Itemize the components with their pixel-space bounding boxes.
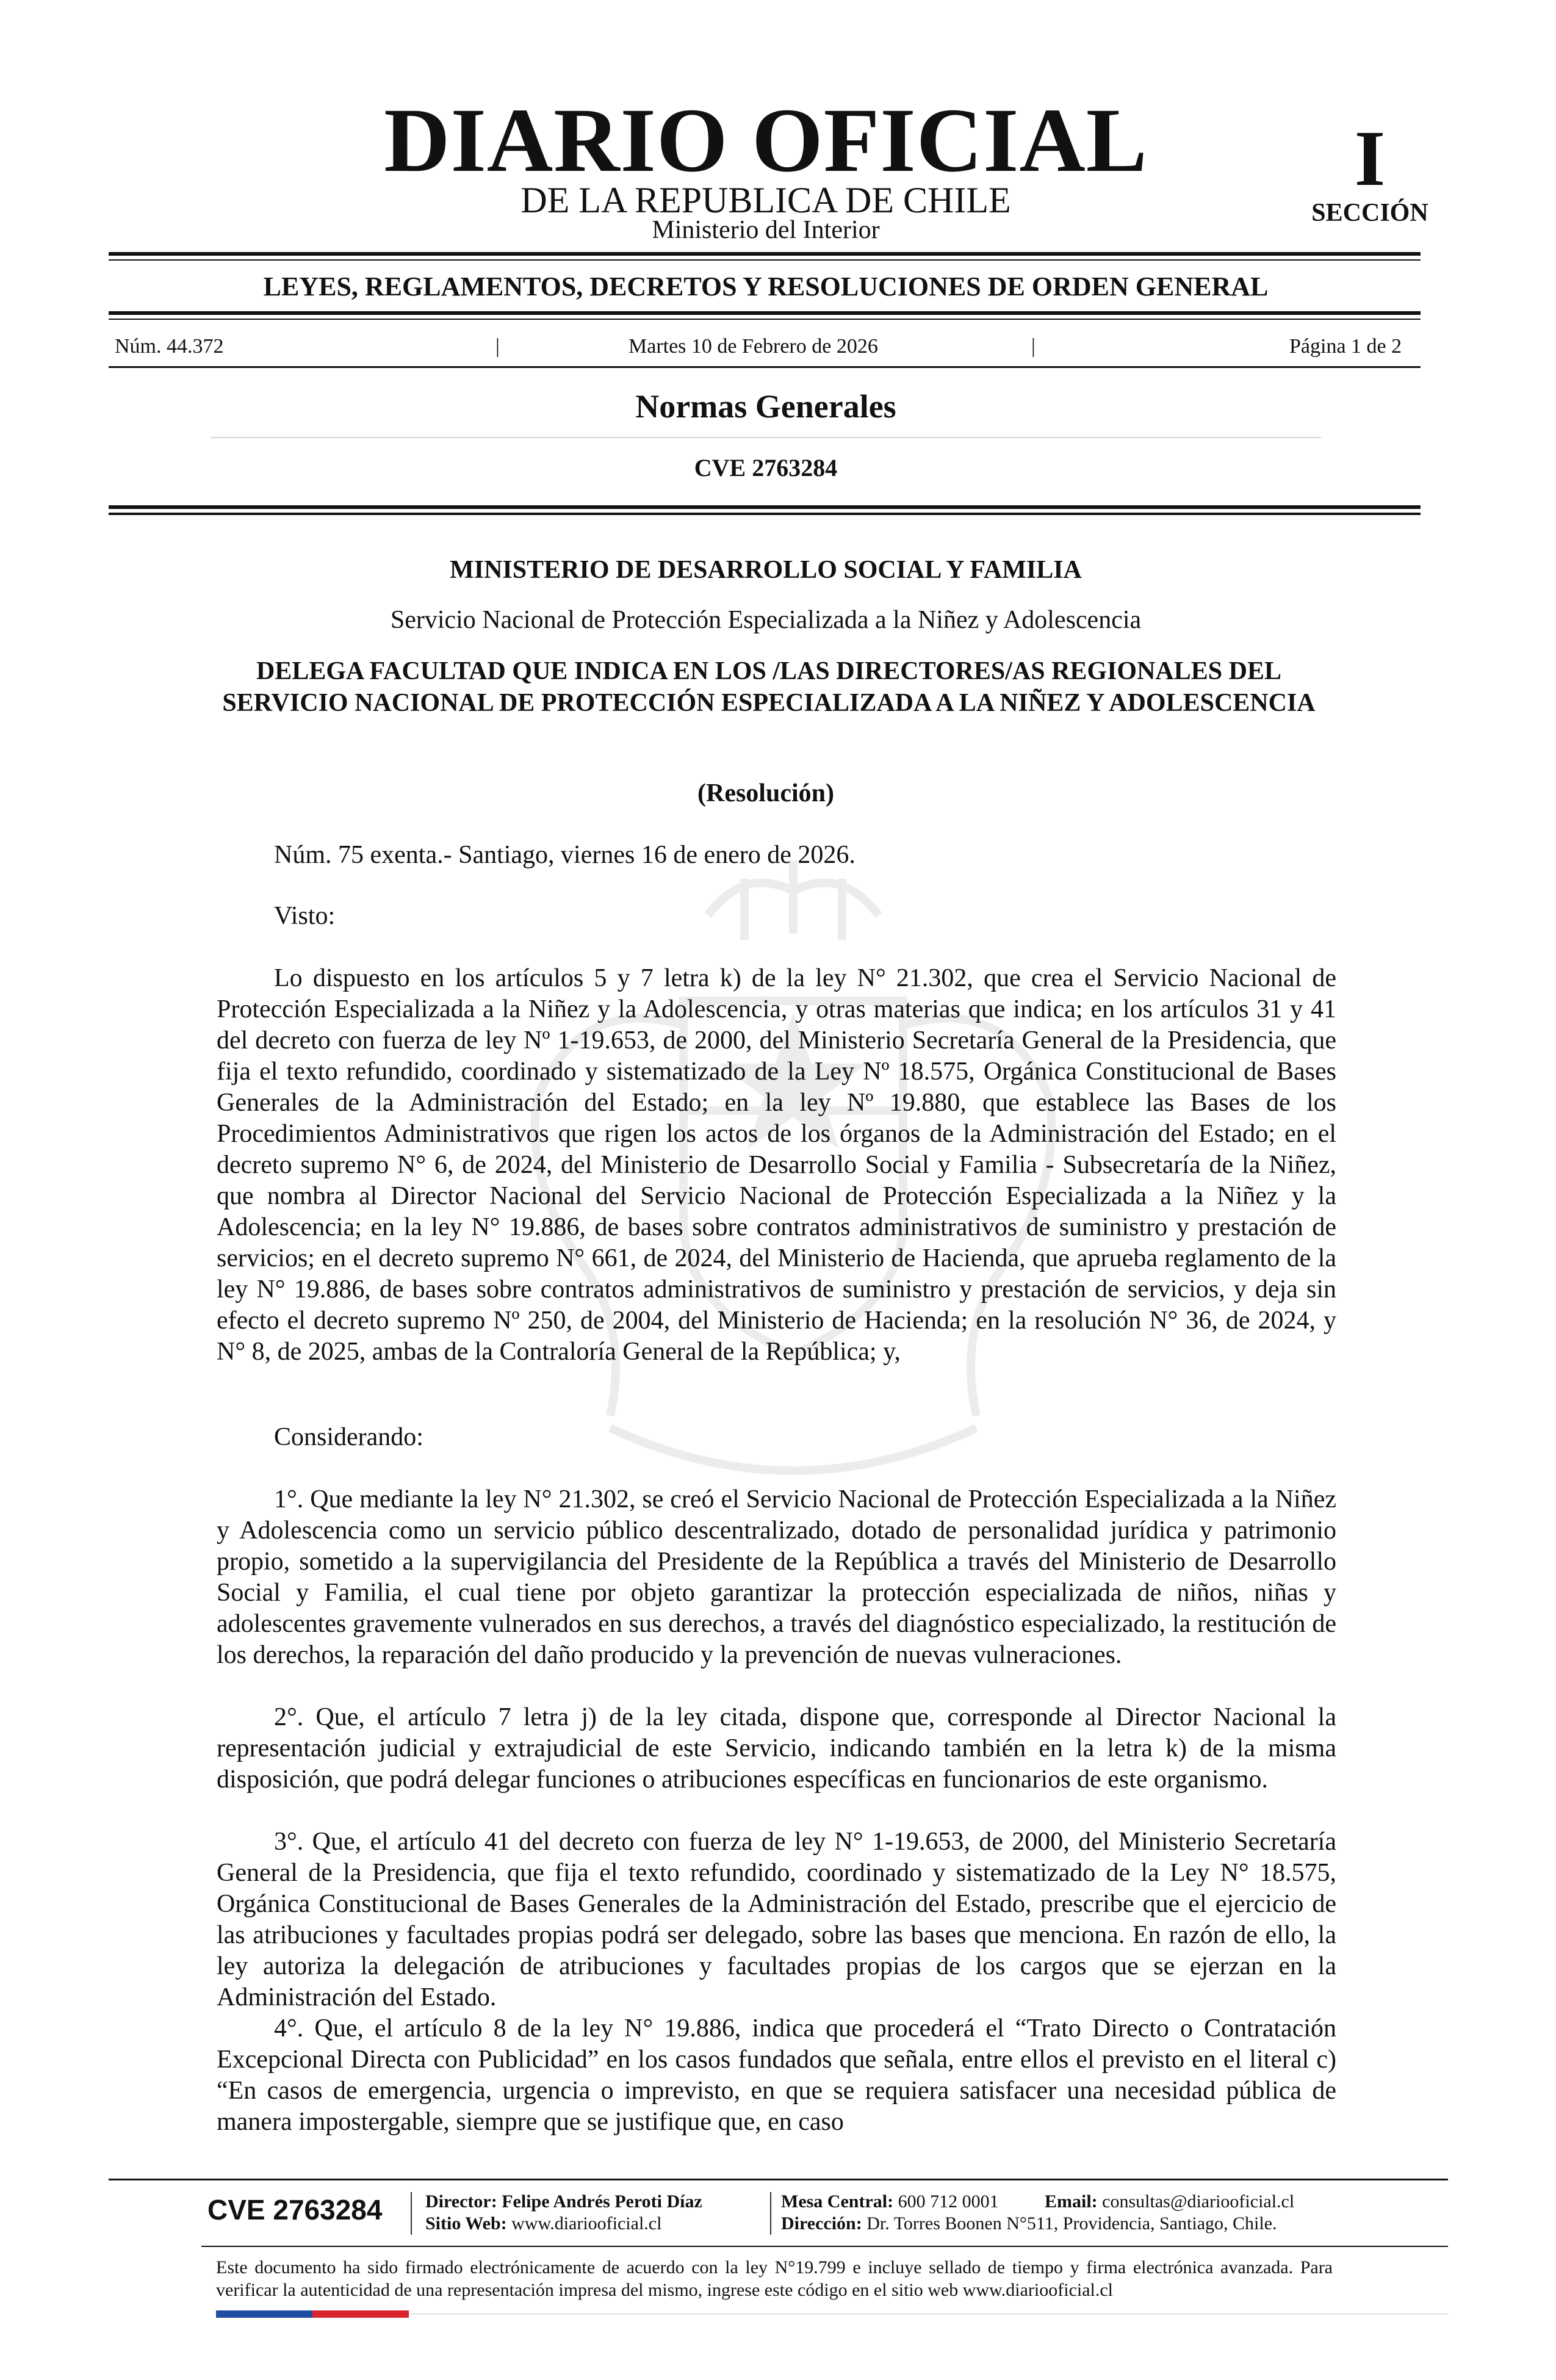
issue-date: Martes 10 de Febrero de 2026: [629, 335, 878, 358]
flag-bar-line: [409, 2313, 1448, 2315]
issuing-ministry: MINISTERIO DE DESARROLLO SOCIAL Y FAMILIA: [450, 556, 1082, 584]
footer-separator: [770, 2192, 771, 2235]
website-link[interactable]: www.diariooficial.cl: [511, 2213, 662, 2234]
director-name: Felipe Andrés Peroti Díaz: [502, 2191, 702, 2212]
flag-bar-red: [312, 2310, 409, 2318]
category-heading: LEYES, REGLAMENTOS, DECRETOS Y RESOLUCIONES DE ORDEN GENERAL: [263, 272, 1269, 301]
footer-legal-note: Este documento ha sido firmado electrónicamente de acuerdo con la ley N°19.799 e incluye sellado de tiempo y firma electrónica avanzada. Para verificar la autenticidad de una representación impresa del mismo, ingrese este código en el sitio web www.diariooficial.cl: [216, 2257, 1333, 2300]
footer-website: [425, 2213, 661, 2235]
footer-address: [781, 2213, 1277, 2235]
normas-heading: Normas Generales: [635, 388, 896, 425]
issue-page: Página 1 de 2: [1289, 335, 1402, 358]
document-type: (Resolución): [697, 779, 834, 807]
divider: [211, 437, 1321, 438]
website-label: Sitio Web:: [425, 2213, 507, 2234]
considerando-paragraph: 2°. Que, el artículo 7 letra j) de la ley citada, dispone que, corresponde al Director Nacional la representación judicial y extrajudicial de este Servicio, indicando también en la letra k) de la misma disposición, que podrá delegar funciones o atribuciones específicas en funcionarios de este organismo.: [217, 1703, 1336, 1794]
address-value: Dr. Torres Boonen N°511, Providencia, Santiago, Chile.: [866, 2213, 1277, 2234]
divider: [109, 366, 1421, 368]
email-label: Email:: [1045, 2191, 1098, 2212]
masthead-subtitle: DE LA REPUBLICA DE CHILE: [520, 180, 1011, 220]
cve-code: CVE 2763284: [694, 454, 838, 481]
section-number: I: [1354, 115, 1386, 203]
director-label: Director:: [425, 2191, 497, 2212]
divider: [109, 513, 1421, 515]
footer-email: [1045, 2191, 1294, 2213]
footer-divider: [109, 2179, 1448, 2180]
footer-phone: [781, 2191, 999, 2213]
divider: [109, 259, 1421, 261]
issue-separator: |: [1031, 335, 1036, 358]
resolution-title: DELEGA FACULTAD QUE INDICA EN LOS /LAS DIRECTORES/AS REGIONALES DEL SERVICIO NACIONAL DE PROTECCIÓN ESPECIALIZADA A LA NIÑEZ Y ADOLESCENCIA: [222, 657, 1316, 717]
flag-bar-blue: [216, 2310, 312, 2318]
footer-director: [425, 2191, 702, 2213]
email-link[interactable]: consultas@diariooficial.cl: [1102, 2191, 1295, 2212]
resolution-number-line: Núm. 75 exenta.- Santiago, viernes 16 de enero de 2026.: [274, 841, 855, 869]
phone-label: Mesa Central:: [781, 2191, 894, 2212]
visto-heading: Visto:: [274, 902, 336, 930]
phone-value: 600 712 0001: [898, 2191, 999, 2212]
considerando-paragraph: 3°. Que, el artículo 41 del decreto con fuerza de ley N° 1-19.653, de 2000, del Ministerio Secretaría General de la Presidencia, que fija el texto refundido, coordinado y sistematizado de la Ley N° 18.575, Orgánica Constitucional de Bases Generales de la Administración del Estado, prescribe que el ejercicio de las atribuciones y facultades propias podrá ser delegado, sobre las bases que menciona. En razón de ello, la ley autoriza la delegación de atribuciones y facultades propias de los cargos que se ejerzan en la Administración del Estado.: [217, 1828, 1336, 2011]
masthead-title: DIARIO OFICIAL: [384, 90, 1148, 191]
considerando-heading: Considerando:: [274, 1423, 423, 1451]
considerando-paragraph: 4°. Que, el artículo 8 de la ley N° 19.886, indica que procederá el “Trato Directo o Contratación Excepcional Directa con Publicidad” en los casos fundados que señala, entre ellos el previsto en el literal c) “En casos de emergencia, urgencia o imprevisto, en que se requiera satisfacer una necesidad pública de manera impostergable, siempre que se justifique que, en caso: [217, 2014, 1336, 2136]
footer-cve-code: CVE 2763284: [207, 2194, 383, 2226]
issuing-service: Servicio Nacional de Protección Especializada a la Niñez y Adolescencia: [390, 606, 1142, 634]
divider: [109, 319, 1421, 320]
footer-divider: [201, 2246, 1448, 2247]
section-label: SECCIÓN: [1311, 199, 1428, 227]
visto-paragraph: Lo dispuesto en los artículos 5 y 7 letra k) de la ley N° 21.302, que crea el Servicio Nacional de Protección Especializada a la Niñez y la Adolescencia, y otras materias que indica; en los artículos 31 y 41 del decreto con fuerza de ley Nº 1-19.653, de 2000, del Ministerio Secretaría General de la Presidencia, que fija el texto refundido, coordinado y sistematizado de la Ley Nº 18.575, Orgánica Constitucional de Bases Generales de la Administración del Estado; en la ley Nº 19.880, que establece las Bases de los Procedimientos Administrativos que rigen los actos de los órganos de la Administración del Estado; en el decreto supremo N° 6, de 2024, del Ministerio de Desarrollo Social y Familia - Subsecretaría de la Niñez, que nombra al Director Nacional del Servicio Nacional de Protección Especializada a la Niñez y la Adolescencia; en la ley N° 19.886, de bases sobre contratos administrativos de suministro y prestación de servicios; en el decreto supremo N° 661, de 2024, del Ministerio de Hacienda, que aprueba reglamento de la ley N° 19.886, de bases sobre contratos administrativos de suministro y prestación de servicios, y deja sin efecto el decreto supremo Nº 250, de 2004, del Ministerio de Hacienda; en la resolución N° 36, de 2024, y N° 8, de 2025, ambas de la Contraloría General de la República; y,: [217, 964, 1336, 1366]
masthead-ministry: Ministerio del Interior: [652, 216, 880, 244]
issue-number: Núm. 44.372: [115, 335, 224, 358]
address-label: Dirección:: [781, 2213, 862, 2234]
divider: [109, 252, 1421, 256]
footer-separator: [411, 2192, 412, 2235]
divider: [109, 311, 1421, 315]
issue-separator: |: [495, 335, 500, 358]
considerando-paragraph: 1°. Que mediante la ley N° 21.302, se creó el Servicio Nacional de Protección Especializada a la Niñez y Adolescencia como un servicio público descentralizado, dotado de personalidad jurídica y patrimonio propio, sometido a la supervigilancia del Presidente de la República a través del Ministerio de Desarrollo Social y Familia, el cual tiene por objeto garantizar la protección especializada de niños, niñas y adolescentes gravemente vulnerados en sus derechos, a través del diagnóstico especializado, la restitución de los derechos, la reparación del daño producido y la prevención de nuevas vulneraciones.: [217, 1485, 1336, 1669]
divider: [109, 505, 1421, 509]
